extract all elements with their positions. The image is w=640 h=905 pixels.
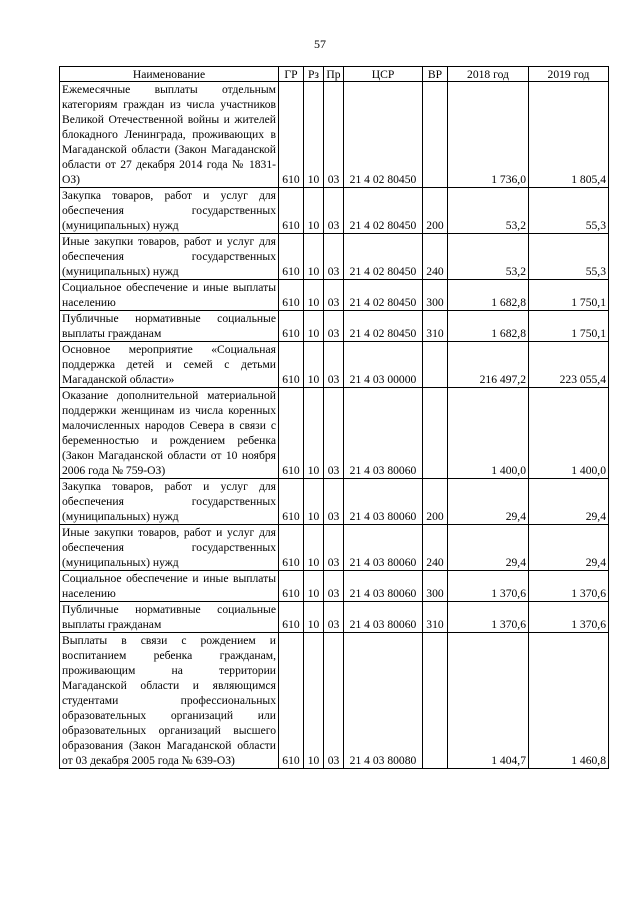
row-csr: 21 4 02 80450	[344, 188, 423, 234]
row-name: Иные закупки товаров, работ и услуг для обеспечения государственных (муниципальных) нужд	[60, 234, 279, 280]
row-gr: 610	[279, 234, 304, 280]
row-csr: 21 4 02 80450	[344, 280, 423, 311]
row-vr: 200	[423, 188, 448, 234]
header-name: Наименование	[60, 67, 279, 82]
table-row	[60, 479, 609, 525]
row-name: Выплаты в связи с рождением и воспитанием ребенка гражданам, проживающим на территории Магаданской области и являющимся студентами профессиональных образовательных организаций или образовательных организаций высшего образования (Закон Магаданской области от 03 декабря 2005 года № 639-ОЗ)	[60, 633, 279, 769]
row-name: Публичные нормативные социальные выплаты гражданам	[60, 311, 279, 342]
row-pr: 03	[324, 82, 344, 188]
row-2019: 1 370,6	[529, 602, 609, 633]
row-rz: 10	[304, 280, 324, 311]
row-name: Публичные нормативные социальные выплаты гражданам	[60, 602, 279, 633]
row-vr: 300	[423, 280, 448, 311]
table-row	[60, 525, 609, 571]
row-gr: 610	[279, 280, 304, 311]
row-rz: 10	[304, 633, 324, 769]
row-rz: 10	[304, 234, 324, 280]
row-name: Социальное обеспечение и иные выплаты населению	[60, 571, 279, 602]
row-vr: 310	[423, 311, 448, 342]
header-csr: ЦСР	[344, 67, 423, 82]
page-number: 57	[314, 37, 326, 51]
row-2018: 1 370,6	[448, 571, 529, 602]
row-csr: 21 4 02 80450	[344, 234, 423, 280]
row-pr: 03	[324, 311, 344, 342]
row-2018: 1 400,0	[448, 388, 529, 479]
row-2018: 29,4	[448, 479, 529, 525]
row-2018: 1 682,8	[448, 311, 529, 342]
table-header-row	[60, 67, 609, 82]
row-2018: 216 497,2	[448, 342, 529, 388]
row-pr: 03	[324, 571, 344, 602]
row-csr: 21 4 03 80080	[344, 633, 423, 769]
header-2018: 2018 год	[448, 67, 529, 82]
row-csr: 21 4 03 00000	[344, 342, 423, 388]
row-rz: 10	[304, 311, 324, 342]
row-gr: 610	[279, 311, 304, 342]
row-name: Оказание дополнительной материальной поддержки женщинам из числа коренных малочисленных народов Севера в связи с беременностью и рождением ребенка (Закон Магаданской области от 10 ноября 2006 года № 759-ОЗ)	[60, 388, 279, 479]
row-gr: 610	[279, 388, 304, 479]
table-row	[60, 571, 609, 602]
table-row	[60, 633, 609, 769]
row-2019: 223 055,4	[529, 342, 609, 388]
row-pr: 03	[324, 602, 344, 633]
row-gr: 610	[279, 525, 304, 571]
header-pr: Пр	[324, 67, 344, 82]
row-vr	[423, 633, 448, 769]
row-2019: 55,3	[529, 234, 609, 280]
row-vr	[423, 388, 448, 479]
row-pr: 03	[324, 525, 344, 571]
table-row	[60, 188, 609, 234]
row-name: Закупка товаров, работ и услуг для обеспечения государственных (муниципальных) нужд	[60, 479, 279, 525]
row-csr: 21 4 02 80450	[344, 82, 423, 188]
row-pr: 03	[324, 188, 344, 234]
row-rz: 10	[304, 525, 324, 571]
row-2019: 1 460,8	[529, 633, 609, 769]
row-csr: 21 4 03 80060	[344, 479, 423, 525]
row-gr: 610	[279, 602, 304, 633]
row-gr: 610	[279, 82, 304, 188]
table-row	[60, 82, 609, 188]
row-2018: 1 682,8	[448, 280, 529, 311]
row-csr: 21 4 03 80060	[344, 525, 423, 571]
table-row	[60, 342, 609, 388]
row-gr: 610	[279, 479, 304, 525]
row-2019: 1 805,4	[529, 82, 609, 188]
table-row	[60, 280, 609, 311]
row-2019: 29,4	[529, 525, 609, 571]
row-2019: 1 750,1	[529, 280, 609, 311]
row-vr	[423, 342, 448, 388]
header-gr: ГР	[279, 67, 304, 82]
table-row	[60, 602, 609, 633]
row-rz: 10	[304, 479, 324, 525]
row-gr: 610	[279, 342, 304, 388]
row-2018: 53,2	[448, 188, 529, 234]
row-rz: 10	[304, 388, 324, 479]
row-2019: 1 400,0	[529, 388, 609, 479]
row-2019: 1 370,6	[529, 571, 609, 602]
row-csr: 21 4 03 80060	[344, 571, 423, 602]
row-rz: 10	[304, 82, 324, 188]
row-rz: 10	[304, 602, 324, 633]
row-csr: 21 4 03 80060	[344, 388, 423, 479]
row-vr: 200	[423, 479, 448, 525]
row-pr: 03	[324, 479, 344, 525]
table-row	[60, 388, 609, 479]
row-gr: 610	[279, 633, 304, 769]
header-2019: 2019 год	[529, 67, 609, 82]
row-rz: 10	[304, 571, 324, 602]
row-name: Ежемесячные выплаты отдельным категориям граждан из числа участников Великой Отечественной войны и жителей блокадного Ленинграда, проживающих в Магаданской области (Закон Магаданской области от 27 декабря 2014 года № 1831-ОЗ)	[60, 82, 279, 188]
row-csr: 21 4 02 80450	[344, 311, 423, 342]
header-rz: Рз	[304, 67, 324, 82]
row-rz: 10	[304, 342, 324, 388]
row-2018: 53,2	[448, 234, 529, 280]
row-2019: 55,3	[529, 188, 609, 234]
row-name: Социальное обеспечение и иные выплаты населению	[60, 280, 279, 311]
row-2019: 1 750,1	[529, 311, 609, 342]
row-vr: 240	[423, 525, 448, 571]
row-vr	[423, 82, 448, 188]
row-2018: 1 370,6	[448, 602, 529, 633]
row-rz: 10	[304, 188, 324, 234]
row-pr: 03	[324, 234, 344, 280]
row-csr: 21 4 03 80060	[344, 602, 423, 633]
row-name: Закупка товаров, работ и услуг для обеспечения государственных (муниципальных) нужд	[60, 188, 279, 234]
budget-table	[59, 66, 609, 769]
row-pr: 03	[324, 633, 344, 769]
row-gr: 610	[279, 188, 304, 234]
row-pr: 03	[324, 280, 344, 311]
row-2018: 1 404,7	[448, 633, 529, 769]
row-pr: 03	[324, 388, 344, 479]
row-name: Основное мероприятие «Социальная поддержка детей и семей с детьми Магаданской области»	[60, 342, 279, 388]
row-vr: 300	[423, 571, 448, 602]
row-pr: 03	[324, 342, 344, 388]
row-2018: 29,4	[448, 525, 529, 571]
table-row	[60, 234, 609, 280]
table-row	[60, 311, 609, 342]
row-vr: 240	[423, 234, 448, 280]
row-gr: 610	[279, 571, 304, 602]
header-vr: ВР	[423, 67, 448, 82]
row-2018: 1 736,0	[448, 82, 529, 188]
row-2019: 29,4	[529, 479, 609, 525]
row-vr: 310	[423, 602, 448, 633]
row-name: Иные закупки товаров, работ и услуг для обеспечения государственных (муниципальных) нужд	[60, 525, 279, 571]
